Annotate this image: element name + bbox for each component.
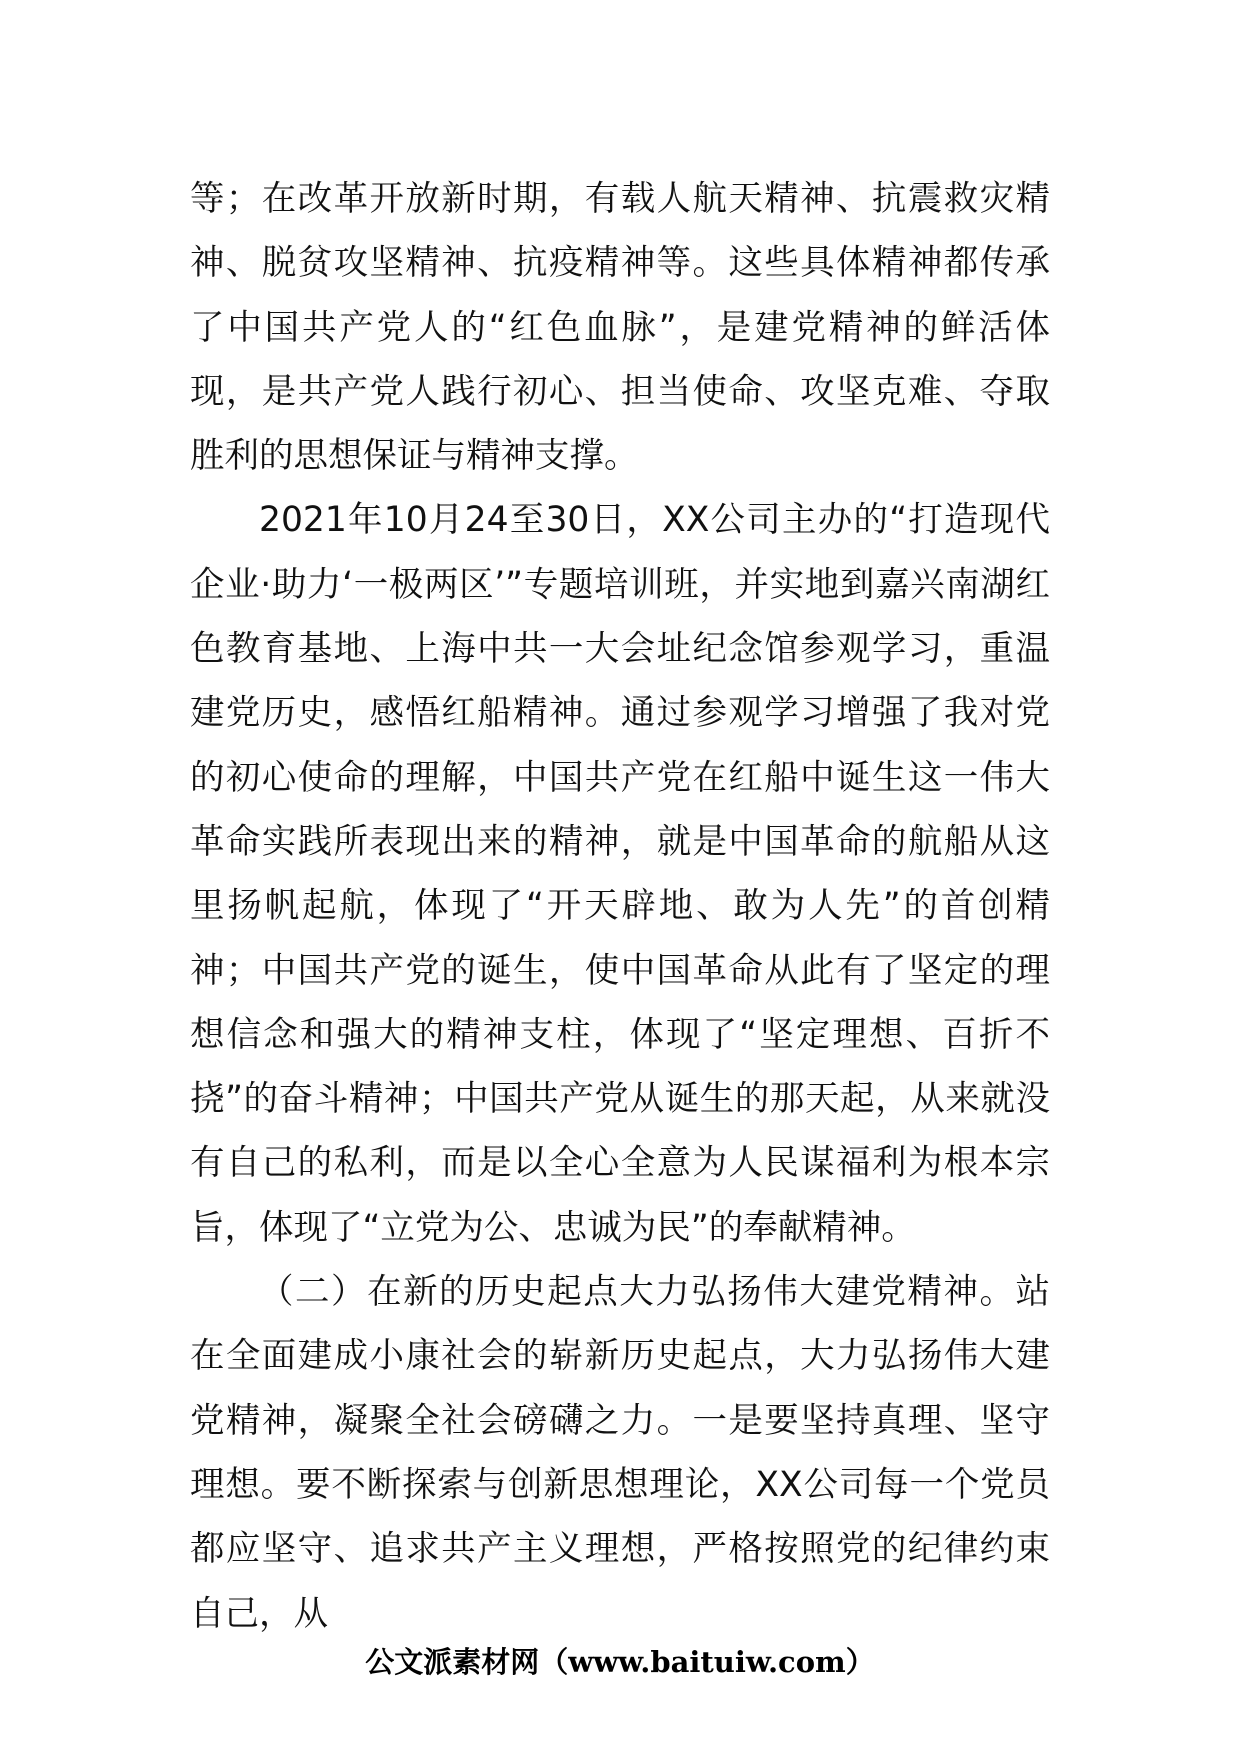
paragraph-section-two: （二）在新的历史起点大力弘扬伟大建党精神。站在全面建成小康社会的崭新历史起点，大力弘扬伟大建党精神，凝聚全社会磅礴之力。一是要坚持真理、坚守理想。要不断探索与创新思想理论，XX公司每一个党员都应坚守、追求共产主义理想，严格按照党的纪律约束自己，从 (190, 1272, 1050, 1634)
paragraph-continuation: 等；在改革开放新时期，有载人航天精神、抗震救灾精神、脱贫攻坚精神、抗疫精神等。这些具体精神都传承了中国共产党人的“红色血脉”，是建党精神的鲜活体现，是共产党人践行初心、担当使命、攻坚克难、夺取胜利的思想保证与精神支撑。 (190, 179, 1050, 477)
watermark-footer: 公文派素材网（www.baituiw.com） (365, 1645, 875, 1679)
paragraph-training-visit: 2021年10月24至30日，XX公司主办的“打造现代企业·助力‘一极两区’”专题培训班，并实地到嘉兴南湖红色教育基地、上海中共一大会址纪念馆参观学习，重温建党历史，感悟红船精神。通过参观学习增强了我对党的初心使命的理解，中国共产党在红船中诞生这一伟大革命实践所表现出来的精神，就是中国革命的航船从这里扬帆起航，体现了“开天辟地、敢为人先”的首创精神；中国共产党的诞生，使中国革命从此有了坚定的理想信念和强大的精神支柱，体现了“坚定理想、百折不挠”的奋斗精神；中国共产党从诞生的那天起，从来就没有自己的私利，而是以全心全意为人民谋福利为根本宗旨，体现了“立党为公、忠诚为民”的奉献精神。 (190, 500, 1050, 1248)
document-body (190, 167, 1050, 1646)
